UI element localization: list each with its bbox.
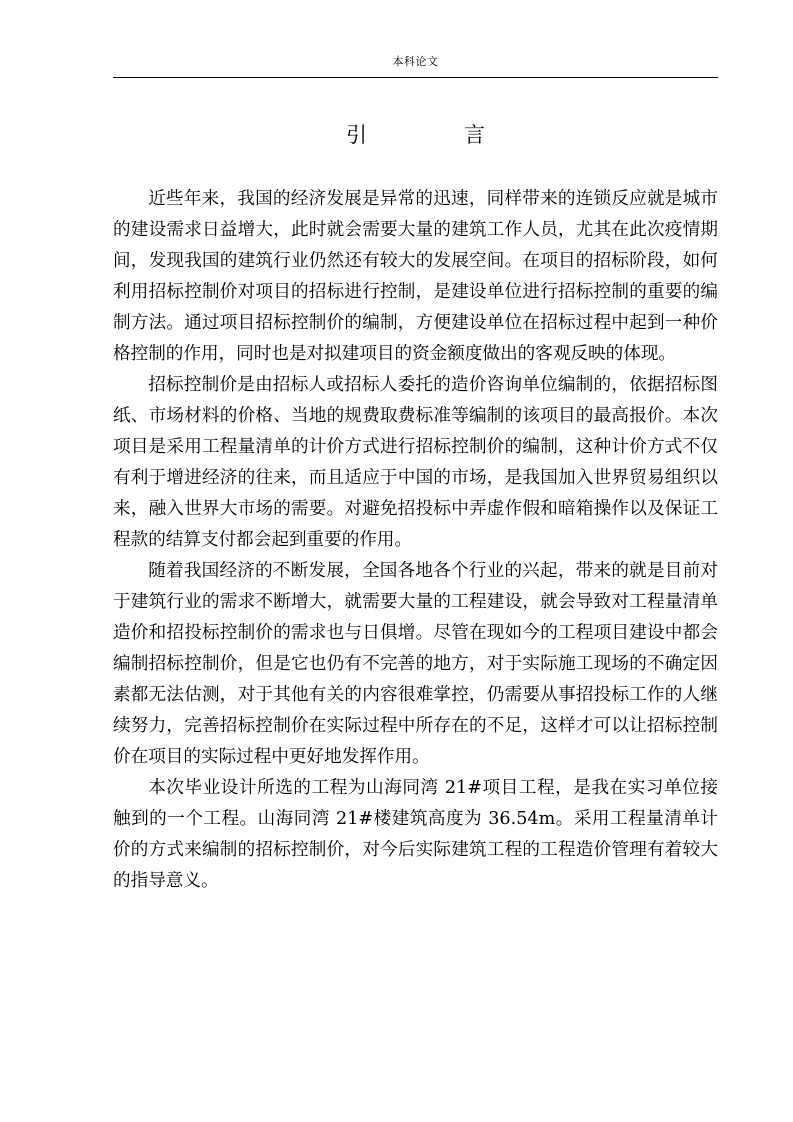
page-header (113, 50, 718, 78)
section-title: 引 言 (346, 123, 523, 147)
paragraph-2: 招标控制价是由招标人或招标人委托的造价咨询单位编制的，依据招标图纸、市场材料的价格、当地的规费取费标准等编制的该项目的最高报价。本次项目是采用工程量清单的计价方式进行招标控制价的编制，这种计价方式不仅有利于增进经济的往来，而且适应于中国的市场，是我国加入世界贸易组织以来，融入世界大市场的需要。对避免招投标中弄虚作假和暗箱操作以及保证工程款的结算支付都会起到重要的作用。 (113, 375, 718, 550)
header-text: 本科论文 (392, 55, 439, 68)
paragraph-1: 近些年来，我国的经济发展是异常的迅速，同样带来的连锁反应就是城市的建设需求日益增大，此时就会需要大量的建筑工作人员，尤其在此次疫情期间，发现我国的建筑行业仍然还有较大的发展空间。在项目的招标阶段，如何利用招标控制价对项目的招标进行控制，是建设单位进行招标控制的重要的编制方法。通过项目招标控制价的编制，方便建设单位在招标过程中起到一种价格控制的作用，同时也是对拟建项目的资金额度做出的客观反映的体现。 (113, 189, 718, 364)
paragraph-4: 本次毕业设计所选的工程为山海同湾 21#项目工程，是我在实习单位接触到的一个工程。山海同湾 21#楼建筑高度为 36.54m。采用工程量清单计价的方式来编制的招标控制价，对今后实际建筑工程的工程造价管理有着较大的指导意义。 (113, 778, 718, 891)
body-text (113, 184, 718, 897)
paragraph-3: 随着我国经济的不断发展，全国各地各个行业的兴起，带来的就是目前对于建筑行业的需求不断增大，就需要大量的工程建设，就会导致对工程量清单造价和招投标控制价的需求也与日俱增。尽管在现如今的工程项目建设中都会编制招标控制价，但是它也仍有不完善的地方，对于实际施工现场的不确定因素都无法估测，对于其他有关的内容很难掌控，仍需要从事招投标工作的人继续努力，完善招标控制价在实际过程中所存在的不足，这样才可以让招标控制价在项目的实际过程中更好地发挥作用。 (113, 561, 718, 767)
